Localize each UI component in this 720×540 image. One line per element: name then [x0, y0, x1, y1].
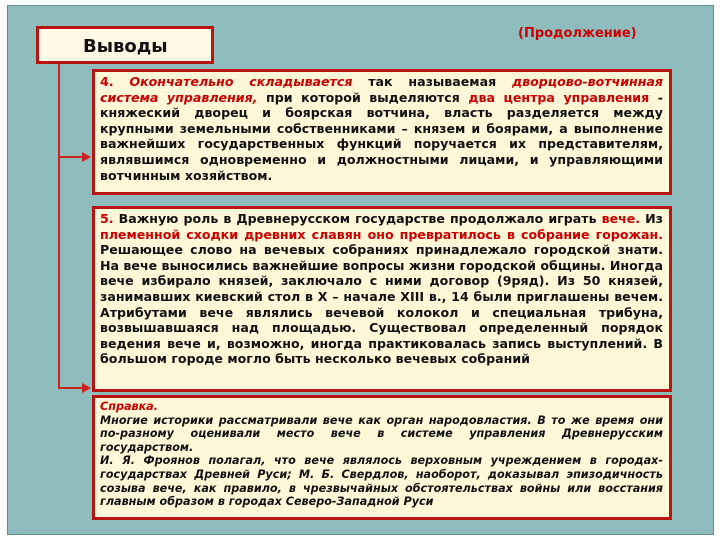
note-paragraph-2: И. Я. Фроянов полагал, что вече являлось верховным учреждением в городах-государствах Древней Руси; М. Б. Свердлов, наоборот, доказывал эпизодичность созыва вече, как правило, в чрезвычайных обстоятельствах войны или восстания главным образом в городах Северо-Западной Руси: [100, 454, 663, 509]
conclusion-5-text-a: Важную роль в Древнерусском государстве продолжало играть: [113, 211, 602, 226]
conclusion-4-text-b: при которой выделяются: [257, 89, 469, 105]
connector-line-2: [58, 387, 83, 389]
conclusion-4-text-a: так называемая: [352, 74, 512, 89]
note-heading: Справка.: [100, 400, 158, 413]
conclusion-5-transformation: племенной сходки древних славян оно превратилось в собрание горожан.: [100, 226, 663, 242]
note-paragraph-1: Многие историки рассматривали вече как орган народовластия. В то же время они по-разному оценивали место вече в системе управления Древнерусским государством.: [100, 413, 663, 454]
connector-vertical-line: [58, 64, 60, 389]
conclusion-4-text-c: - княжеский дворец и боярская вотчина, власть разделяется между крупными земельными собственниками – князем и боярами, а выполнение важнейших государственных функций поручается их представителям, являвшимся одновременно и должностными лицами, и управляющими вотчинным хозяйством.: [100, 89, 663, 183]
slide: [7, 5, 714, 535]
conclusion-4-lead: Окончательно складывается: [129, 74, 353, 89]
arrow-1-icon: [82, 152, 91, 162]
conclusion-5-text-b: Из: [640, 211, 663, 226]
conclusion-4-number: 4.: [100, 74, 114, 89]
title-box: [36, 26, 214, 64]
note-box: [92, 395, 672, 520]
connector-line-1: [58, 156, 83, 158]
conclusion-5-box: [92, 206, 672, 392]
conclusion-5-text-c: Решающее слово на вечевых собраниях принадлежало городской знати. На вече выносились важнейшие вопросы жизни городской общины. Иногда вече избирало князей, заключало с ними договор (9ряд). Из 50 князей, занимавших киевский стол в X – начале XIII в., 14 были приглашены вечем. Атрибутами вече являлись вечевой колокол и специальная трибуна, возвышавшаяся над площадью. Существовал определенный порядок ведения вече и, возможно, иногда практиковалась запись выступлений. В большом городе могло быть несколько вечевых собраний: [100, 242, 663, 367]
conclusion-4-system: дворцово-вотчинная система управления,: [100, 74, 664, 105]
conclusion-5-veche: вече.: [601, 211, 641, 226]
continued-label: (Продолжение): [518, 26, 637, 41]
conclusion-4-box: [92, 69, 672, 195]
slide-title: Выводы: [83, 36, 168, 57]
conclusion-4-centers: два центра управления: [468, 89, 650, 105]
arrow-2-icon: [82, 383, 91, 393]
conclusion-5-number: 5.: [100, 211, 114, 226]
